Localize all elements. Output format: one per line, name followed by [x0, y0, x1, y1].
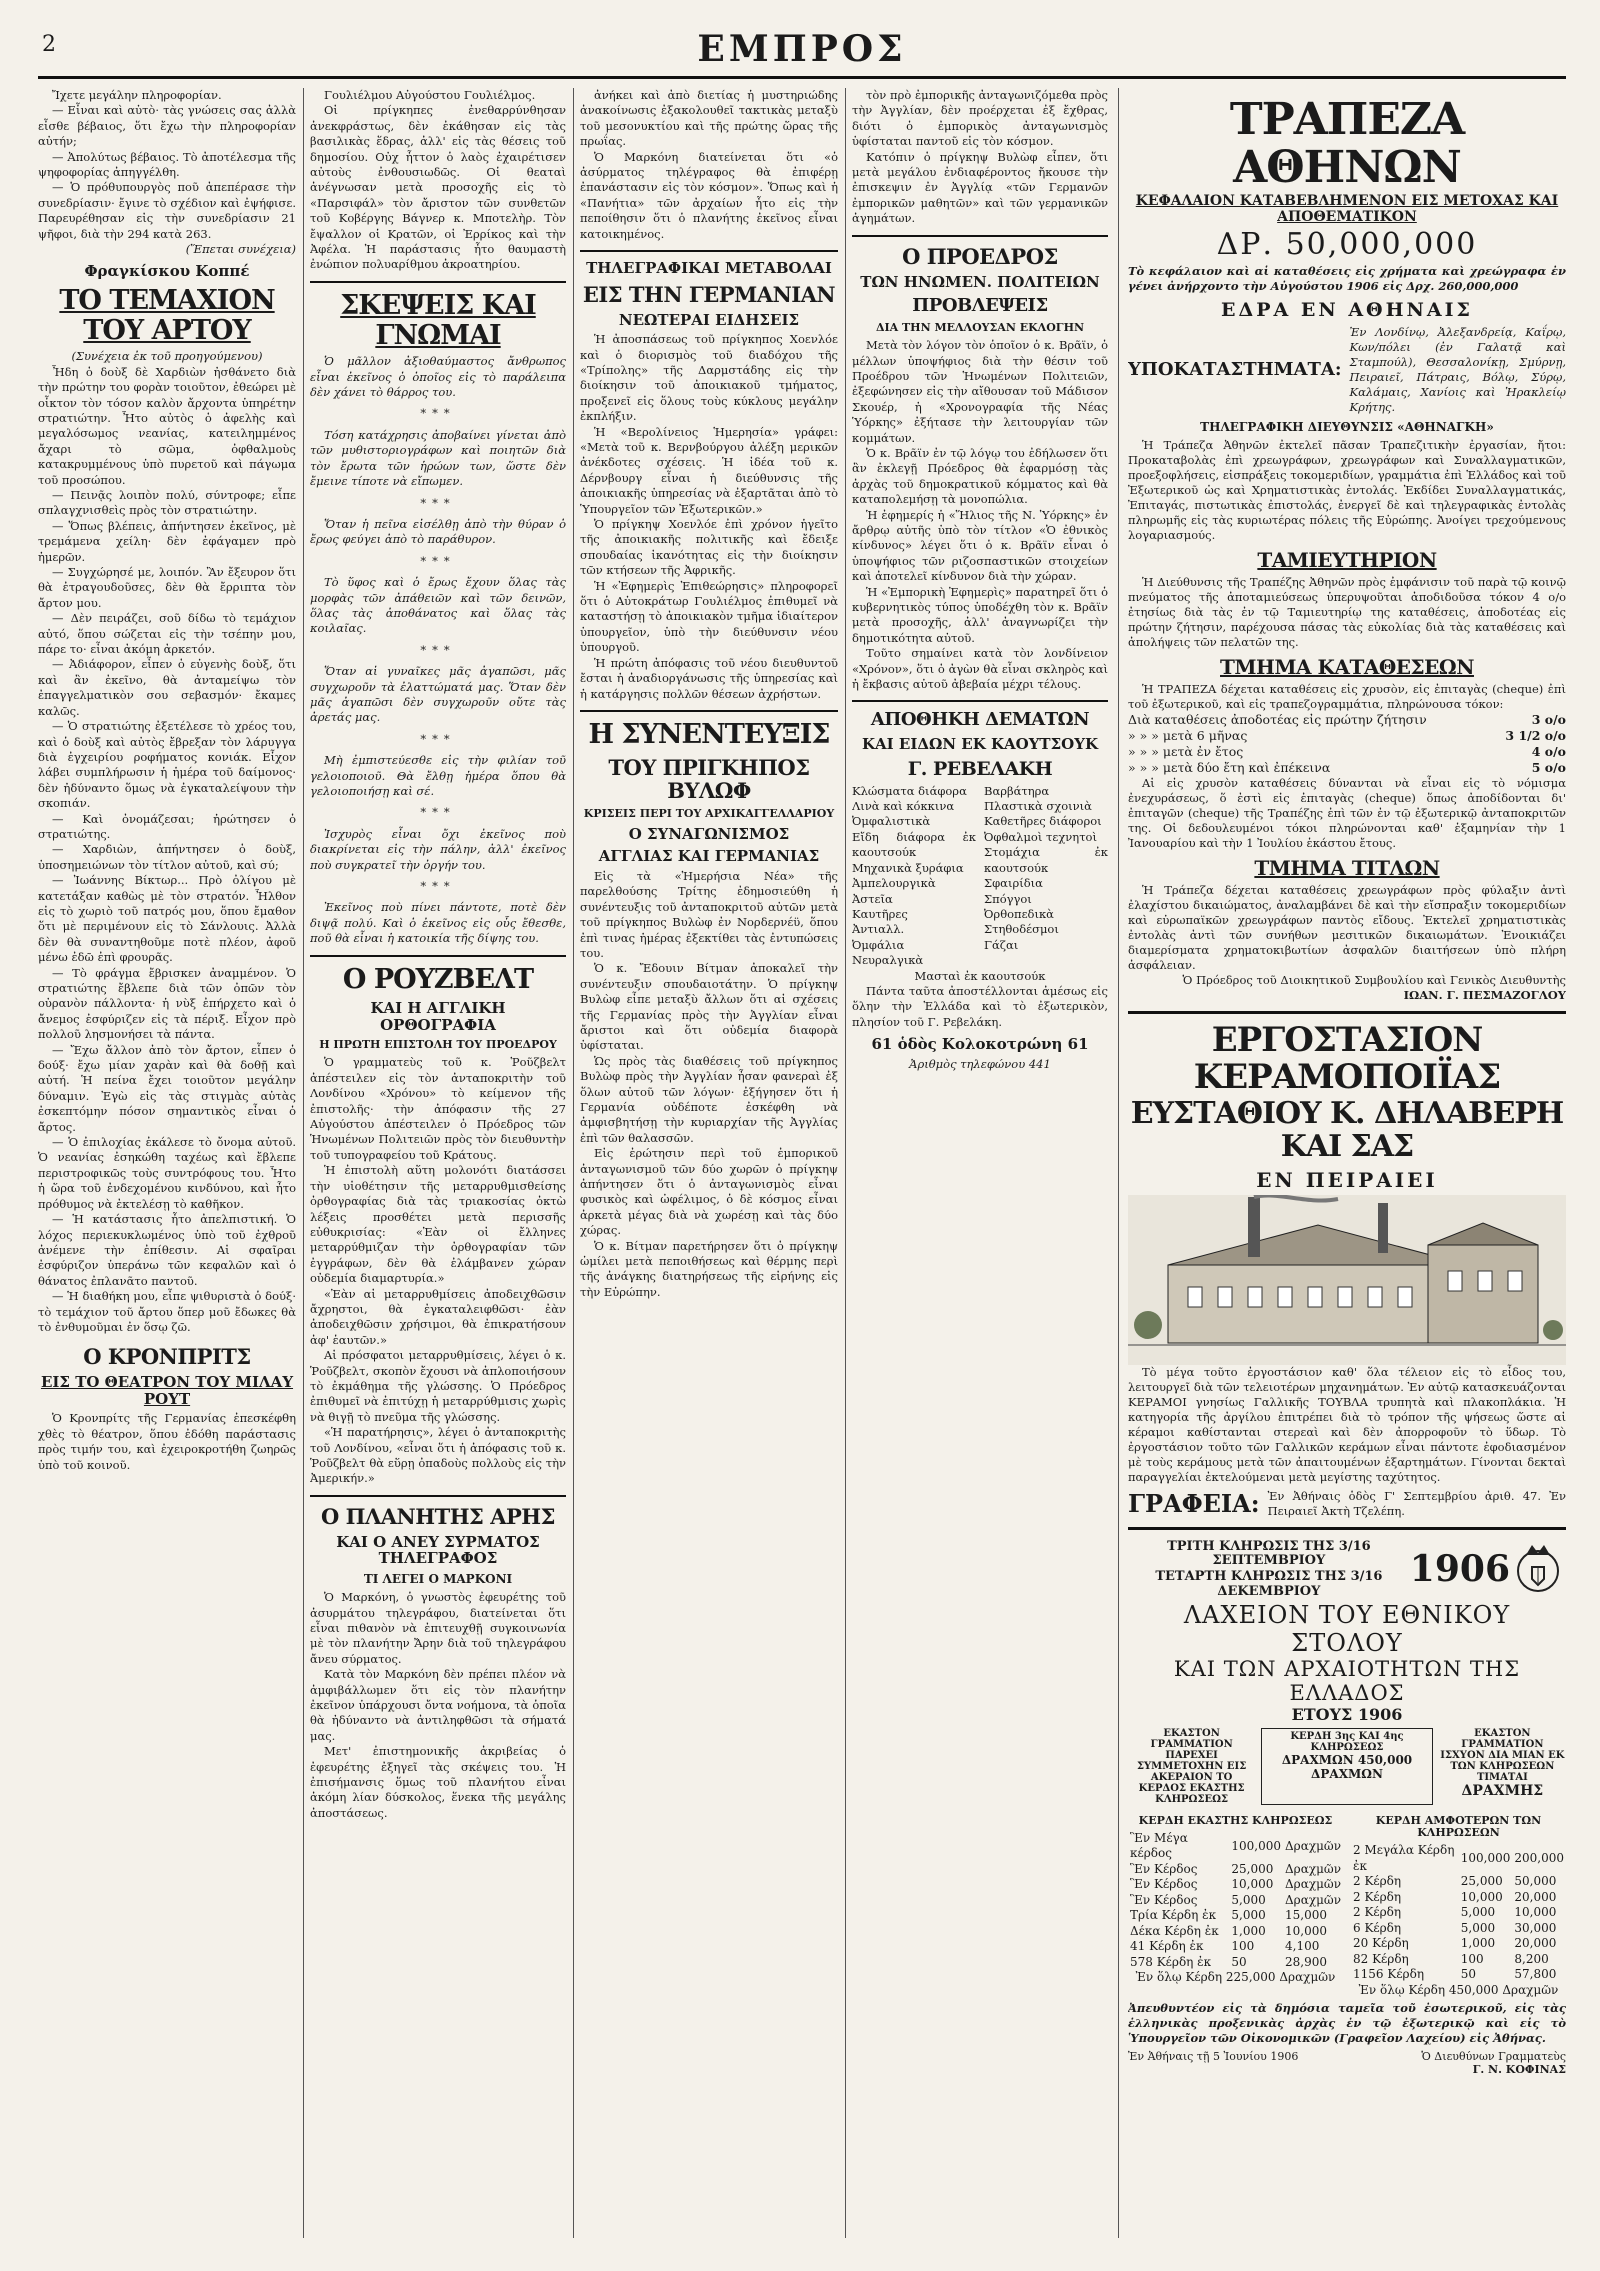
rate-row — [1128, 728, 1566, 744]
prize-amount: 100 — [1460, 1951, 1484, 1966]
paragraph: — Ἡ διαθήκη μου, εἶπε ψιθυριστὰ ὁ δούξ· τὸ τεμάχιον τοῦ ἄρτου ὅπερ μοῦ ἔδωκες θὰ τὸ ἐνθυμοῦμαι ἐν ὅσῳ ζῶ. — [38, 1289, 296, 1334]
paragraph: Ἡ ΤΡΑΠΕΖΑ δέχεται καταθέσεις εἰς χρυσὸν, εἰς ἐπιταγὰς (cheque) ἐπὶ τοῦ ἐξωτερικοῦ, καὶ εἰς τραπεζογραμμάτια, πληρώνουσα τόκον: — [1128, 681, 1566, 711]
paragraph: Μετὰ τὸν λόγον τὸν ὁποῖον ὁ κ. Βρᾶϊν, ὁ μέλλων ὑποψήφιος διὰ τὴν θέσιν τοῦ Προέδρου τῶν Ἡνωμένων Πολιτειῶν, ἐξεφώνησεν εἰς τὴν αἴθουσαν τοῦ Μάδισον Σκουέρ, ἡ «Χρονογραφία τῆς Νέας Ὑόρκης» ἐξήτασε τὴν λειτουργίαν τῶν κομμάτων. — [852, 338, 1108, 445]
paragraph: — Τὸ φράγμα ἔβρισκεν ἀναμμένον. Ὁ στρατιώτης ἔβλεπε διὰ τῶν ὀπῶν τὸν οὐρανὸν πάλλοντα· ἡ νὺξ ἐπήρχετο καὶ ὁ ἄνεμος ἐσφύριζεν εἰς τὰ πέριξ. Εἶχον πρὸ πολλοῦ λησμονήσει τὰ πάντα. — [38, 965, 296, 1042]
branches-label: ΥΠΟΚΑΤΑΣΤΗΜΑΤΑ: — [1128, 359, 1342, 381]
separator-stars: *** — [420, 553, 456, 568]
article-subtitle: Η ΠΡΩΤΗ ΕΠΙΣΤΟΛΗ ΤΟΥ ΠΡΟΕΔΡΟΥ — [319, 1038, 557, 1052]
list-item: Κλώσματα διάφορα — [852, 783, 967, 798]
lottery-year: 1906 — [1409, 1548, 1510, 1591]
prize-table-title: ΚΕΡΔΗ ΕΚΑΣΤΗΣ ΚΛΗΡΩΣΕΩΣ — [1138, 1813, 1333, 1827]
divider — [1128, 1527, 1566, 1530]
branches-list: Ἐν Λονδίνῳ, Ἀλεξανδρείᾳ, Καΐρῳ, Κων/πόλει (ἐν Γαλατᾷ καὶ Σταμπούλ), Θεσσαλονίκῃ, Σμύρνῃ, Πειραιεῖ, Πάτραις, Βόλῳ, Σύρῳ, Καλάμαις, Χανίοις καὶ Ἡρακλείῳ Κρήτης. — [1349, 324, 1566, 414]
rate-value: 3 1/2 ο/ο — [1505, 727, 1566, 743]
list-item: Σφαιρίδια — [984, 876, 1043, 891]
prize-total-cell: 8,200 — [1514, 1951, 1549, 1966]
paragraph: Ἡ ἐφημερίς ἡ «Ἥλιος τῆς Ν. Ὑόρκης» ἐν ἄρθρῳ αὐτῆς ὑπὸ τὸν τίτλον «Ὁ ἐθνικὸς κίνδυνος» λέγει ὅτι ὁ κ. Βρᾶϊν εἶναι ὁ ὑποψήφιος τῶν ριζοσπαστικῶν στοιχείων καὶ ἀποτελεῖ κίνδυνον διὰ τὴν χώραν. — [852, 507, 1108, 584]
paragraph: Ἴχετε μεγάλην πληροφορίαν. — [52, 88, 222, 102]
rate-row — [1128, 760, 1566, 776]
article-title: Ο ΚΡΟΝΠΡΙΤΣ — [83, 1344, 251, 1370]
aphorism: Ἰσχυρὸς εἶναι ὄχι ἐκεῖνος ποὺ διακρίνεται εἰς τὴν πάλην, ἀλλ' ἐκεῖνος ποὺ συγκρατεῖ τὴν ὀργήν του. — [310, 826, 566, 872]
list-item: Λινὰ καὶ κόκκινα — [852, 799, 955, 814]
column-1 — [38, 88, 296, 2238]
article-subtitle: ΑΓΓΛΙΑΣ ΚΑΙ ΓΕΡΜΑΝΙΑΣ — [598, 847, 820, 866]
draw-date: ΤΕΤΑΡΤΗ ΚΛΗΡΩΣΙΣ ΤΗΣ 3/16 ΔΕΚΕΜΒΡΙΟΥ — [1155, 1569, 1383, 1599]
rate-row — [1128, 744, 1566, 760]
prize-amount: 100,000 — [1460, 1850, 1511, 1865]
titles-title: ΤΜΗΜΑ ΤΙΤΛΩΝ — [1254, 855, 1440, 880]
draw-date: ΤΡΙΤΗ ΚΛΗΡΩΣΙΣ ΤΗΣ 3/16 ΣΕΠΤΕΜΒΡΙΟΥ — [1167, 1538, 1371, 1568]
prize-amount: 50 — [1231, 1954, 1247, 1969]
rate-row — [1128, 712, 1566, 728]
rate-value: 5 ο/ο — [1531, 759, 1566, 775]
rate-value: 4 ο/ο — [1531, 743, 1566, 759]
paragraph: Ὁ κ. Ἔδουιν Βίτμαν ἀποκαλεῖ τὴν συνέντευξιν σπουδαιοτάτην. Ὁ πρίγκηψ Βυλὼφ εἶπε μεταξὺ ἄλλων ὅτι αἱ σχέσεις τῆς Γερμανίας πρὸς τὴν Ἀγγλίαν εἶναι ἄριστοι καὶ ὅτι οὐδεμία διαφορὰ ὑφίσταται. — [580, 961, 838, 1053]
prize-label: 82 Κέρδη — [1353, 1951, 1409, 1966]
prize-label: 1156 Κέρδη — [1353, 1967, 1425, 1982]
table-row — [1128, 1877, 1343, 1893]
paragraph: — Δὲν πειράζει, σοῦ δίδω τὸ τεμάχιον αὐτό, ὅπου σώζεται εἰς τὴν τσέπην μου, πάρε το· εἶναι ἀκόμη ἀρκετόν. — [38, 611, 296, 657]
bank-subtitle: ΚΕΦΑΛΑΙΟΝ ΚΑΤΑΒΕΒΛΗΜΕΝΟΝ ΕΙΣ ΜΕΤΟΧΑΣ ΚΑΙ ΑΠΟΘΕΜΑΤΙΚΟΝ — [1135, 192, 1559, 225]
article-title: Ο ΠΛΑΝΗΤΗΣ ΑΡΗΣ — [321, 1503, 555, 1529]
aphorism: Ὅταν αἱ γυναῖκες μᾶς ἀγαπῶσι, μᾶς συγχωροῦν τὰ ἐλαττώματά μας. Ὅταν δὲν μᾶς ἀγαπῶσι δὲν συγχωροῦν οὔτε τὰς ἀρετάς μας. — [310, 664, 566, 725]
column-rule — [303, 88, 304, 2238]
column-rule — [573, 88, 574, 2238]
prize-unit: 4,100 — [1285, 1939, 1320, 1954]
author-name: Φραγκίσκου Κοππέ — [84, 262, 250, 281]
rate-label: » » » μετὰ ἐν ἔτος — [1128, 743, 1244, 759]
prize-total-cell: 10,000 — [1514, 1905, 1557, 1920]
prize-label: Ἓν Μέγα κέρδος — [1130, 1830, 1188, 1861]
paragraph: — Ὁ ἐπιλοχίας ἐκάλεσε τὸ ὄνομα αὐτοῦ. Ὁ νεανίας ἐσηκώθη ταχέως καὶ ἔβλεπε περιστροφικῶς τοὺς συντρόφους του. Ἦτο ἡ ὥρα τοῦ ἐνδεχομένου κινδύνου, καὶ ἦτο πρόθυμος νὰ ἐκτελέσῃ τὸ καθῆκον. — [38, 1135, 296, 1211]
prize-label: Δέκα Κέρδη ἐκ — [1130, 1923, 1219, 1938]
paragraph: Ἡ πρώτη ἀπόφασις τοῦ νέου διευθυντοῦ ἔσται ἡ ἀναδιοργάνωσις τῆς ὑπηρεσίας καὶ ἡ κατάργησις πολλῶν θέσεων ἀχρήστων. — [580, 655, 838, 701]
rate-label: Διὰ καταθέσεις ἀποδοτέας εἰς πρώτην ζήτησιν — [1128, 711, 1427, 727]
aphorism: Τὸ ὕφος καὶ ὁ ἔρως ἔχουν ὅλας τὰς μορφὰς τῶν ἀπάθειῶν καὶ τῶν δεινῶν, ὅλας τὰς ἀποθάνατος καὶ ὅλας τὰς κοιλαῖας. — [310, 575, 566, 636]
list-item: Ἀμπελουργικὰ — [852, 876, 936, 891]
list-item: Γάζαι — [984, 937, 1019, 952]
lottery-signature: Ὁ Διευθύνων Γραμματεὺς — [1421, 2049, 1566, 2063]
table-row — [1351, 1967, 1566, 1983]
lottery-year-line: ΕΤΟΥΣ 1906 — [1291, 1704, 1403, 1724]
bank-signer: ΙΩΑΝ. Γ. ΠΕΣΜΑΖΟΓΛΟΥ — [1403, 987, 1566, 1002]
separator-stars: *** — [420, 879, 456, 894]
prize-total-cell: 30,000 — [1514, 1920, 1557, 1935]
list-item: Νευραλγικὰ — [852, 953, 924, 968]
paragraph: «Ἡ παρατήρησις», λέγει ὁ ἀνταποκριτὴς τοῦ Λονδίνου, «εἶναι ὅτι ἡ ἀπόφασις τοῦ κ. Ῥοῦζβελτ θὰ εὕρῃ ὀπαδοὺς πολλοὺς εἰς τὴν Ἀμερικήν.» — [310, 1425, 566, 1486]
prize-amount: 10,000 — [1460, 1889, 1503, 1904]
ad-address: 61 ὁδὸς Κολοκοτρώνη 61 — [871, 1035, 1089, 1054]
page-number: 2 — [42, 32, 56, 57]
paragraph: Ὁ γραμματεὺς τοῦ κ. Ῥοῦζβελτ ἀπέστειλεν εἰς τὸν ἀνταποκριτὴν τοῦ Λονδίνου «Χρόνου» τὸ κείμενον τῆς ἐπιστολῆς· τὴν ἀπόφασιν τῆς 27 Αὐγούστου ἀπέστειλεν ὁ Πρόεδρος τῶν Ἡνωμένων Πολιτειῶν πρὸς τὸν διευθυντὴν τοῦ τυπογραφείου τοῦ Κράτους. — [310, 1055, 566, 1162]
paragraph: — Ὁ πρόθυπουργὸς ποῦ ἀπεπέρασε τὴν συνεδρίασιν· ἔγινε τὸ σχέδιον καὶ ἐψήφισε. Παρευρέθησαν εἰς τὴν συνεδρίασιν 21 ψῆφοι, διὰ τὴν 294 κατὰ 263. — [38, 180, 296, 241]
paragraph: Ἦδη ὁ δοὺξ δὲ Χαρδιὼν ἠσθάνετο διὰ τὴν πρώτην του φορὰν τοιοῦτον, ἐθεώρει μὲ οἶκτον τὸν τόσον καλὸν ἄρχοντα ὑπηρέτην στρατιώτην. Ἦτο αὐτὸς ὁ ἀφελὴς καὶ μεγαλόσωμος νεανίας, κατειλημμένος ἄχαρι τὸ σῶμα, ὀφθαλμοὺς κατακρυμμένους ὑπὸ πυρετοῦ καὶ πάγωμα τοῦ προσώπου. — [38, 364, 296, 487]
bank-ad — [1128, 96, 1566, 1003]
prize-label: 41 Κέρδη ἐκ — [1130, 1939, 1204, 1954]
prize-label: 578 Κέρδη ἐκ — [1130, 1954, 1212, 1969]
lottery-amount: ΔΡΑΧΜΩΝ 450,000 ΔΡΑΧΜΩΝ — [1281, 1752, 1413, 1781]
article-title: ΕΙΣ ΤΗΝ ΓΕΡΜΑΝΙΑΝ — [582, 281, 836, 307]
ad-note: Μασταὶ ἐκ καουτσούκ — [914, 968, 1046, 983]
factory-location: ΕΝ ΠΕΙΡΑΙΕΙ — [1256, 1167, 1438, 1192]
article-subtitle: ΚΑΙ Η ΑΓΓΛΙΚΗ ΟΡΘΟΓΡΑΦΙΑ — [370, 999, 506, 1034]
paragraph: — Εἶναι καὶ αὐτὸ· τὰς γνώσεις σας ἀλλὰ εἶσθε βέβαιος, ὅτι ἔχω τὴν πληροφορίαν αὐτήν; — [38, 103, 296, 149]
table-row — [1351, 1952, 1566, 1968]
lottery-date: Ἐν Ἀθήναις τῇ 5 Ἰουνίου 1906 — [1128, 2049, 1299, 2063]
paragraph: — Ἔχω ἄλλον ἀπὸ τὸν ἄρτον, εἶπεν ὁ δούξ· ἔχω μίαν χαρὰν καὶ θὰ δοθῇ καὶ αὐτή. Ἡ πείνα ἔχει τοιοῦτον μεγάλην δύναμιν. Ἐγὼ εἰς τὰς στιγμὰς αὐτὰς ἐσκεπτόμην πόσον σημαντικὸς εἶναι ὁ ἄρτος. — [38, 1042, 296, 1134]
prize-amount: 25,000 — [1460, 1874, 1503, 1889]
paragraph: Ἡ «Ἐφημερὶς Ἐπιθεώρησις» πληροφορεῖ ὅτι ὁ Αὐτοκράτωρ Γουλιέλμος ἐπιθυμεῖ νὰ καταστήσῃ τὸ ἀποικιακὸν τμῆμα ἰδιαίτερον ὑπουργεῖον, ὑπὸ τὴν διεύθυνσιν νέου ὑπουργοῦ. — [580, 578, 838, 655]
paragraph: — Ἡ κατάστασις ἦτο ἀπελπιστική. Ὁ λόχος περιεκυκλωμένος ὑπὸ τοῦ ἐχθροῦ ἀνέμενε τὴν ἐπίθεσιν. Αἱ σφαῖραι ἐσφύριζον ὑπεράνω τῶν κεφαλῶν καὶ ὁ θάνατος ἐπλανᾶτο παντοῦ. — [38, 1212, 296, 1288]
lottery-signer: Γ. Ν. ΚΟΦΙΝΑΣ — [1472, 2062, 1566, 2076]
paragraph: Μετ' ἐπιστημονικῆς ἀκριβείας ὁ ἐφευρέτης ἐξηγεῖ τὰς σκέψεις του. Ἡ ἐπισήμανσις ὅμως τοῦ πλανήτου εἶναι ἀκόμη λίαν δύσκολος, ἕνεκα τῆς μεγάλης ἀποστάσεως. — [310, 1744, 566, 1820]
list-item: Στομάχια ἐκ καουτσούκ — [984, 845, 1108, 875]
table-row — [1351, 1905, 1566, 1921]
paragraph: ἀνήκει καὶ ἀπὸ διετίας ἡ μυστηριώδης ἀνακοίνωσις ἐξακολουθεῖ τακτικὰς μεταξὺ τοῦ μεσονυκτίου καὶ τῆς πρώτης ὥρας τῆς πρωΐας. — [580, 88, 838, 149]
separator-stars: *** — [420, 642, 456, 657]
prize-amount: 5,000 — [1231, 1892, 1266, 1907]
prize-label: 2 Μεγάλα Κέρδη ἐκ — [1353, 1843, 1455, 1873]
paragraph: Εἰς τὰ «Ἡμερήσια Νέα» τῆς παρελθούσης Τρίτης ἐδημοσιεύθη ἡ συνέντευξις τοῦ ἀνταποκριτοῦ αὐτῶν μετὰ τοῦ πρίγκηπος Βυλὼφ ἐν Νορδερνέϋ, ὅπου ἐπὶ τινας ἡμέρας ἐξεκτίθει τὰς ἐντυπώσεις του. — [580, 868, 838, 960]
article-subtitle: ΝΕΩΤΕΡΑΙ ΕΙΔΗΣΕΙΣ — [618, 310, 800, 329]
separator-stars: *** — [420, 805, 456, 820]
prize-amount: 25,000 — [1231, 1861, 1274, 1876]
paragraph: Εἰς ἐρώτησιν περὶ τοῦ ἐμπορικοῦ ἀνταγωνισμοῦ τῶν δύο χωρῶν ὁ πρίγκηψ ἀπήντησεν ὅτι ὁ ἀνταγωνισμὸς εἶναι φυσικὸς καὶ ὠφέλιμος, ὁ δὲ κόσμος εἶναι ἀρκετὰ μέγας διὰ νὰ χωρέσῃ καὶ τὰς δύο χώρας. — [580, 1146, 838, 1238]
paragraph: Οἱ πρίγκηπες ἐνεθαρρύνθησαν ἀνεκφράστως, δὲν ἐκάθησαν εἰς τὰς βασιλικὰς ἕδρας, ἀλλ' εἰς τὰς θέσεις τοῦ δημοσίου. Οὐχ ἧττον ὁ λαὸς ἐχαιρέτισεν αὐτοὺς ἐνθουσιωδῶς. Οἱ θεαταὶ ἀνέγνωσαν μετὰ προσοχῆς εἰς τὸ «Παρσιφάλ» τὸν ἄριστον τῶν συνθετῶν τοῦ Κοβέργης Βάγνερ κ. Μποτελὴρ. Τὸν ἔψαλλον οἱ Κρατῶν, οἱ Ἐρρίκος καὶ τὴν Ἀφέλα. Ἡ παράστασις ἦτο θαυμαστὴ ἐνώπιον πολυαρίθμου ἀκροατηρίου. — [310, 103, 566, 272]
lottery-price: ΔΡΑΧΜΗΣ — [1461, 1782, 1544, 1799]
offices-address: Ἐν Ἀθήναις ὁδὸς Γ' Σεπτεμβρίου ἀριθ. 47. Ἐν Πειραιεῖ Ἀκτὴ Τζελέπη. — [1267, 1488, 1566, 1518]
bank-signature: Ὁ Πρόεδρος τοῦ Διοικητικοῦ Συμβουλίου καὶ Γενικὸς Διευθυντὴς — [1182, 972, 1566, 987]
lottery-notes — [1128, 1728, 1566, 1805]
paragraph: Ὡς πρὸς τὰς διαθέσεις τοῦ πρίγκηπος Βυλὼφ πρὸς τὴν Ἀγγλίαν ἦσαν φανεραὶ ἐξ ὅλων αὐτοῦ τῶν λόγων· ἐξήγησεν ὅτι ἡ Γερμανία οὐδέποτε ἐσκέφθη νὰ ἀμφισβητήσῃ τὴν κυριαρχίαν τῆς Ἀγγλίας ἐπὶ τῶν θαλασσῶν. — [580, 1053, 838, 1145]
prize-tables — [1128, 1809, 1566, 1997]
prize-unit: Δραχμῶν — [1285, 1877, 1341, 1892]
story-subtitle: (Συνέχεια ἐκ τοῦ προηγούμενου) — [71, 349, 263, 364]
paragraph: Ὁ Μαρκόνη διατείνεται ὅτι «ὁ ἀσύρματος τηλέγραφος θὰ ἐπιφέρῃ ἐπανάστασιν εἰς τὸν κόσμον». Ὅπως καὶ ἡ «Πανήτια» τῶν ἀρχαίων ἦτο εἰς τὴν πεποίθησιν ὅτι ὁ πλανήτης ἐκεῖνος εἶναι κατοικημένος. — [580, 149, 838, 241]
article-subtitle: Ο ΣΥΝΑΓΩΝΙΣΜΟΣ — [628, 824, 790, 843]
table-row — [1128, 1955, 1343, 1971]
prize-label: Ἓν Κέρδος — [1130, 1877, 1198, 1892]
paragraph: — Πεινᾷς λοιπὸν πολύ, σύντροφε; εἶπε σπλαγχνισθεὶς πρὸς τὸν στρατιώτην. — [38, 488, 296, 518]
table-row — [1128, 1924, 1343, 1940]
prize-total-cell: 50,000 — [1514, 1874, 1557, 1889]
paragraph: Ἡ «Ἐμπορικὴ Ἐφημερὶς» παρατηρεῖ ὅτι ὁ κυβερνητικὸς τύπος ὑποδέχθη τὸν κ. Βρᾶϊν μετὰ προσοχῆς, ἀλλ' ἀναγνωρίζει τὴν δημοτικότητα αὐτοῦ. — [852, 584, 1108, 645]
table-row — [1351, 1874, 1566, 1890]
table-row — [1128, 1831, 1343, 1862]
column-rule — [845, 88, 846, 2238]
separator-stars: *** — [420, 495, 456, 510]
prize-amount: 5,000 — [1460, 1905, 1496, 1920]
list-item: Καυτῆρες — [852, 906, 908, 921]
list-item: Στηθοδέσμοι — [984, 922, 1059, 937]
factory-offices — [1128, 1489, 1566, 1519]
offices-label: ΓΡΑΦΕΙΑ: — [1128, 1489, 1260, 1519]
prize-amount: 10,000 — [1231, 1877, 1274, 1892]
article-subtitle: ΤΙ ΛΕΓΕΙ Ο ΜΑΡΚΟΝΙ — [363, 1571, 513, 1586]
factory-owner: ΕΥΣΤΑΘΙΟΥ Κ. ΔΗΛΑΒΕΡΗ ΚΑΙ ΣΑΣ — [1130, 1095, 1564, 1164]
divider — [310, 1495, 566, 1497]
article-title: Ο ΠΡΟΕΔΡΟΣ — [902, 243, 1058, 269]
separator-stars: *** — [420, 406, 456, 421]
divider — [1128, 1011, 1566, 1014]
list-item: Ὀμφάλια — [852, 937, 905, 952]
list-item: Ἀντιαλλ. — [852, 922, 905, 937]
rate-value: 3 ο/ο — [1531, 711, 1566, 727]
prize-table-title: ΚΕΡΔΗ ΑΜΦΟΤΕΡΩΝ ΤΩΝ ΚΛΗΡΩΣΕΩΝ — [1375, 1813, 1542, 1839]
paragraph: Τὸ μέγα τοῦτο ἐργοστάσιον καθ' ὅλα τέλειον εἰς τὸ εἶδος του, λειτουργεῖ διὰ τῶν τελειοτέρων μηχανημάτων. Ἐν αὐτῷ κατασκευάζονται ΚΕΡΑΜΟΙ γνησίως Γαλλικῆς ΤΟΥΒΛΑ τρυπητὰ καὶ πλακοπλάκια. Ἡ κατηγορία τῆς ἀργίλου ἐπιτρέπει διὰ τὸ τρόπον τῆς ψήσεως ὥστε αἱ κέραμοι καθίστανται στερεαὶ καὶ δὲν ἀπορροφοῦν τὸ ὕδωρ. Τὸ ἐργοστάσιον τοῦτο τῶν Γαλλικῶν κεράμων εἶναι πάντοτε ἐφοδιασμένον μὲ τοὺς κεράμους μετὰ τῶν ἀπαιτουμένων ἐξαρτημάτων. Γίνονται δεκταὶ παραγγελίαι ἐκτελούμεναι μετὰ μεγίστης ταχύτητος. — [1128, 1364, 1566, 1484]
lottery-note: ΕΚΑΣΤΟΝ ΓΡΑΜΜΑΤΙΟΝ ΠΑΡΕΧΕΙ ΣΥΜΜΕΤΟΧΗΝ ΕΙΣ ΑΚΕΡΑΙΟΝ ΤΟ ΚΕΡΔΟΣ ΕΚΑΣΤΗΣ ΚΛΗΡΩΣΕΩΣ — [1136, 1727, 1247, 1805]
prize-label: 6 Κέρδη — [1353, 1920, 1402, 1935]
aphorism: Τόση κατάχρησις ἀποβαίνει γίνεται ἀπὸ τῶν μυθιστοριογράφων καὶ ποιητῶν διὰ τὸν ἔρωτα τῶν ἡρώων των, ὥστε δὲν ἔμεινε τίποτε νὰ εἴπωμεν. — [310, 427, 566, 489]
paragraph: Γουλιέλμου Αὐγούστου Γουλιέλμος. — [324, 88, 536, 102]
prize-total-cell: 200,000 — [1514, 1850, 1564, 1865]
table-row — [1128, 1939, 1343, 1955]
paragraph: Αἱ εἰς χρυσὸν καταθέσεις δύνανται νὰ εἶναι εἰς τὸ νόμισμα ἐνεχυράσεως, ὅ ἐστὶ εἰς ἐπιταγὰς (cheque) ὅπως ἀποδίδονται δι' ἐπιταγῶν (cheque) τῆς Τραπέζης ἐπὶ τῶν ἐν τῷ ἐξωτερικῷ ἀνταποκριτῶν της. Οἱ δεδουλευμένοι τόκοι πληρώνονται καθ' ἑξαμηνίαν τὴν 1 Ἰανουαρίου καὶ τὴν 1 Ἰουλίου ἑκάστου ἔτους. — [1128, 775, 1566, 850]
paragraph: Ὁ Μαρκόνη, ὁ γνωστὸς ἐφευρέτης τοῦ ἀσυρμάτου τηλεγράφου, διατείνεται ὅτι εἶναι πιθανὸν νὰ ἐπιτευχθῇ συγκοινωνία μὲ τὸν πλανήτην Ἄρην διὰ τοῦ τηλεγράφου ἄνευ σύρματος. — [310, 1590, 566, 1666]
paragraph: Κατόπιν ὁ πρίγκηψ Βυλὼφ εἶπεν, ὅτι μετὰ μεγάλου ἐνδιαφέροντος ἤκουσε τὴν ἐπισκεψιν ἐν Ἀγγλίᾳ «τῶν Γερμανῶν ἐμπορικῶν μαθητῶν» καὶ τῶν γερμανικῶν ἀγημάτων. — [852, 149, 1108, 226]
list-item: Βαρβάτηρα — [984, 783, 1050, 798]
prize-amount: 100 — [1231, 1939, 1255, 1954]
rate-label: » » » μετὰ 6 μῆνας — [1128, 727, 1248, 743]
section-title: ΣΚΕΨΕΙΣ ΚΑΙ ΓΝΩΜΑΙ — [340, 289, 536, 351]
rate-label: » » » μετὰ δύο ἔτη καὶ ἐπέκεινα — [1128, 759, 1331, 775]
newspaper-page — [38, 28, 1566, 2243]
ad-owner: Γ. ΡΕΒΕΛΑΚΗ — [907, 757, 1053, 780]
article-title: ΤΗΛΕΓΡΑΦΙΚΑΙ ΜΕΤΑΒΟΛΑΙ — [586, 259, 832, 278]
article-subtitle: ΚΑΙ Ο ΑΝΕΥ ΣΥΡΜΑΤΟΣ ΤΗΛΕΓΡΑΦΟΣ — [336, 1532, 540, 1568]
list-item: Εἴδη διάφορα ἐκ καουτσούκ — [852, 829, 976, 860]
newspaper-title: ΕΜΠΡΟΣ — [697, 28, 907, 70]
aphorism: Ἐκεῖνος ποὺ πίνει πάντοτε, ποτὲ δὲν διψᾷ πολύ. Καὶ ὁ ἐκεῖνος εἰς οὗς ἔθεσθε, ποῦ θὰ εἶναι ἡ κατοικία τῆς δίψης του. — [310, 900, 566, 946]
prize-amount: 50 — [1460, 1967, 1477, 1982]
masthead — [38, 28, 1566, 79]
lottery-note: ΕΚΑΣΤΟΝ ΓΡΑΜΜΑΤΙΟΝ ΙΣΧΥΟΝ ΔΙΑ ΜΙΑΝ ΕΚ ΤΩΝ ΚΛΗΡΩΣΕΩΝ ΤΙΜΑΤΑΙ — [1440, 1727, 1565, 1783]
divider — [852, 700, 1108, 702]
table-row — [1351, 1890, 1566, 1906]
list-item: Σπόγγοι — [984, 891, 1032, 906]
prize-total-cell: 20,000 — [1514, 1889, 1557, 1904]
column-4 — [852, 88, 1108, 2238]
paragraph: «Ἐὰν αἱ μεταρρυθμίσεις ἀποδειχθῶσιν ἄχρηστοι, θὰ ἐγκαταλειφθῶσι· ἐὰν ἀποδειχθῶσιν χρήσιμοι, θὰ ἐπικρατήσουν ἀφ' ἑαυτῶν.» — [310, 1286, 566, 1347]
bank-name: ΤΡΑΠΕΖΑ ΑΘΗΝΩΝ — [1229, 94, 1465, 194]
paragraph: Ἡ ἀποσπάσεως τοῦ πρίγκηπος Χοενλόε καὶ ὁ διορισμὸς τοῦ διαδόχου τῆς «Τρίπολης» τῆς Δαρμστάδης εἰς τὴν διοίκησιν τοῦ ἀποικιακοῦ τμήματος, προξενεῖ εἰς ὅλους τοὺς κύκλους μεγάλην ἐκπλήξιν. — [580, 332, 838, 424]
ad-item-list — [852, 784, 1108, 969]
paragraph: — Ἀδιάφορον, εἶπεν ὁ εὐγενὴς δοὺξ, ὅτι καὶ ἂν ἐκεῖνο, θὰ ἀνταμείψω τὸν ἐπαγγελματικὸν σου σεβασμόν· ἔκαμες καλῶς. — [38, 657, 296, 718]
prize-amount: 5,000 — [1460, 1920, 1496, 1935]
paragraph: Ἡ ἐπιστολὴ αὕτη μολονότι διατάσσει τὴν υἱοθέτησιν τῆς μεταρρυθμισθείσης ὀρθογραφίας διὰ τὰς τριακοσίας ὀκτὼ λέξεις προσθέτει μετὰ περισσῆς εὐθυκρισίας: «Ἐὰν οἱ ἔλληνες μεταρρύθμιζαν τὴν ὀρθογραφίαν τῶν ἐγγράφων, δὲν θὰ ἐλάμβανεν χώραν οὐδεμία διαμαρτυρία.» — [310, 1163, 566, 1286]
article-title: ΤΩΝ ΗΝΩΜΕΝ. ΠΟΛΙΤΕΙΩΝ — [860, 272, 1100, 291]
prize-table — [1128, 1831, 1343, 1971]
prize-unit: Δραχμῶν — [1285, 1838, 1341, 1853]
prize-amount: 1,000 — [1231, 1923, 1266, 1938]
prize-total: Ἐν ὅλῳ Κέρδη 225,000 Δραχμῶν — [1135, 1970, 1336, 1985]
ad-subtitle: ΚΑΙ ΕΙΔΩΝ ΕΚ ΚΑΟΥΤΣΟΥΚ — [861, 735, 1098, 754]
factory-title: ΕΡΓΟΣΤΑΣΙΟΝ ΚΕΡΑΜΟΠΟΙΪΑΣ — [1193, 1019, 1501, 1098]
divider — [580, 710, 838, 712]
factory-illustration — [1128, 1195, 1566, 1365]
aphorism: Ὁ μᾶλλον ἀξιοθαύμαστος ἄνθρωπος εἶναι ἐκεῖνος ὁ ὁποῖος εἰς τὸ παράλειπα δὲν χάνει τὸ θάρρος του. — [310, 354, 566, 400]
factory-ad — [1128, 1019, 1566, 1519]
list-item: Μηχανικὰ ξυράφια — [852, 860, 964, 875]
article-title: ΤΟΥ ΠΡΙΓΚΗΠΟΣ ΒΥΛΩΦ — [608, 754, 810, 803]
prize-label: Ἓν Κέρδος — [1130, 1861, 1198, 1876]
article-subtitle: ΠΡΟΒΛΕΨΕΙΣ — [912, 295, 1048, 317]
list-item: Καθετῆρες διάφοροι — [984, 814, 1102, 829]
paragraph: Ἡ Τράπεζα δέχεται καταθέσεις χρεωγράφων πρὸς φύλαξιν ἀντὶ ἐλαχίστου δικαιώματος, ἀναλαμβάνει δὲ καὶ τὴν εἴσπραξιν τοκομεριδίων καὶ εὐρωπαϊκῶν χρεωγράφων παντὸς εἴδους. Ἐκτελεῖ χρηματιστικὰς ἐντολὰς ἀντὶ τῶν συνήθων μεσιτικῶν δικαιωμάτων. Ἐνοικιάζει διαμερίσματα χρηματοκιβωτίων ἀσφαλῶν διαιτήσεων ὑπὸ πλήρη ἀσφάλειαν. — [1128, 882, 1566, 972]
continuation-note: (Ἕπεται συνέχεια) — [185, 242, 296, 257]
bank-headquarters: ΕΔΡΑ ΕΝ ΑΘΗΝΑΙΣ — [1220, 298, 1473, 321]
paragraph: — Ἰωάννης Βίκτωρ... Πρὸ ὀλίγου μὲ κατετάξαν καθὼς μὲ τὸν στρατόν. Ἦλθον εἰς τὸ χωριὸ τοῦ πατρός μου, ὅπου ἔμαθον ὅτι μὲ περιμένουν εἰς τὸ Σάνλουις. Ἀλλὰ δὲν θὰ συναντηθοῦμε ποτὲ πλέον, ἀφοῦ μένω ἐδῶ ἐπὶ φρουρᾶς. — [38, 873, 296, 965]
column-rule — [1118, 88, 1119, 2238]
paragraph: Ἡ «Βερολίνειος Ἡμερησία» γράφει: «Μετὰ τοῦ κ. Βερνβούργου ἀλέξη μερικῶν ἀνέκδοτες σχέσεις. Ἡ ἰδέα τοῦ κ. Δέρνβουργ εἶναι ἡ διεύθυνσις τῆς ἀποικιακῆς ὑπηρεσίας νὰ ἐξαρτᾶται ἀπὸ τὸ Ὑπουργεῖον τῶν Ἐξωτερικῶν.» — [580, 424, 838, 516]
paragraph: Ὁ πρίγκηψ Χοενλόε ἐπὶ χρόνον ἡγεῖτο τῆς ἀποικιακῆς πολιτικῆς καὶ ἔδειξε σπουδαίας ἱκανότητας εἰς τὴν διοίκησιν τῶν κτήσεων τῆς Ἀφρικῆς. — [580, 517, 838, 578]
prize-unit: Δραχμῶν — [1285, 1861, 1341, 1876]
table-row — [1351, 1936, 1566, 1952]
paragraph: Ὁ κ. Βίτμαν παρετήρησεν ὅτι ὁ πρίγκηψ ὡμίλει μετὰ πεποιθήσεως καὶ θέρμης περὶ τῆς ἀνάγκης διατηρήσεως τῆς εἰρήνης εἰς τὴν Εὐρώπην. — [580, 1238, 838, 1299]
lottery-title: ΛΑΧΕΙΟΝ ΤΟΥ ΕΘΝΙΚΟΥ ΣΤΟΛΟΥ — [1183, 1600, 1511, 1657]
paragraph: — Ὁ στρατιώτης ἐξετέλεσε τὸ χρέος του, καὶ ὁ δοὺξ καὶ αὐτὸς ἔβρεξαν τὸν λάρυγγα διὰ ἐγχειρίου ροφήματος κονιάκ. Εἶχον λάβει συμπλήρωσιν ἡ ἡμέρα τοῦ δαίμονος· δὲν ἠδύναντο ὅμως νὰ ἐγκαταλείψουν τὴν σκοπιάν. — [38, 719, 296, 811]
prize-label: Ἓν Κέρδος — [1130, 1892, 1198, 1907]
bank-capital-note: Τὸ κεφάλαιον καὶ αἱ καταθέσεις εἰς χρήματα καὶ χρεώγραφα ἐν γένει ἀνήρχοντο τὴν Αὐγούστου 1906 εἰς Δρχ. 260,000,000 — [1128, 263, 1566, 293]
table-row — [1128, 1862, 1343, 1878]
prize-table — [1351, 1843, 1566, 1983]
prize-label: 2 Κέρδη — [1353, 1905, 1402, 1920]
article-subtitle: ΚΡΙΣΕΙΣ ΠΕΡΙ ΤΟΥ ΑΡΧΙΚΑΓΓΕΛΛΑΡΙΟΥ — [583, 806, 835, 820]
lottery-footer: Ἀπευθυντέον εἰς τὰ δημόσια ταμεῖα τοῦ ἐσωτερικοῦ, εἰς τὰς ἑλληνικὰς προξενικὰς ἀρχὰς ἐν τῷ ἐξωτερικῷ καὶ εἰς τὸ Ὑπουργεῖον τῶν Οἰκονομικῶν (Γραφεῖον Λαχείου) εἰς Ἀθήνας. — [1128, 2000, 1566, 2045]
lottery-ad — [1128, 1538, 1566, 2076]
prize-total: Ἐν ὅλῳ Κέρδη 450,000 Δραχμῶν — [1358, 1982, 1559, 1997]
paragraph: — Συγχώρησέ με, λοιπόν. Ἂν ἔξευρον ὅτι θὰ ἐτραγουδοῦσες, δὲν θὰ ἔρριπτα τὸν ἄρτον μου. — [38, 565, 296, 610]
paragraph: — Χαρδιὼν, ἀπήντησεν ὁ δοὺξ, ὑποσημειώνων τὸν τίτλον αὐτοῦ, καὶ σύ; — [38, 842, 296, 872]
divider — [852, 235, 1108, 237]
paragraph: Αἱ πρόσφατοι μεταρρυθμίσεις, λέγει ὁ κ. Ῥοῦζβελτ, σκοπὸν ἔχουσι νὰ ἀπλοποιήσουν τὸ ἐκμάθημα τῆς γλώσσης. Ὁ Πρόεδρος ἐπιθυμεῖ νὰ ἐπιτύχῃ ἡ μεταρρύθμισις χωρὶς νὰ θιγῇ τὸ πνεῦμα τῆς γλώσσης. — [310, 1348, 566, 1424]
prize-amount: 1,000 — [1460, 1936, 1496, 1951]
royal-crest-icon — [1510, 1541, 1566, 1597]
article-subtitle: ΕΙΣ ΤΟ ΘΕΑΤΡΟΝ ΤΟΥ ΜΙΛΑΥ ΡΟΥΤ — [40, 1373, 294, 1408]
list-item: Ὀμφαλιστικὰ — [852, 814, 931, 829]
prize-label: 2 Κέρδη — [1353, 1874, 1402, 1889]
paragraph: — Ὅπως βλέπεις, ἀπήντησεν ἐκεῖνος, μὲ τρεμάμενα χείλη· δὲν ἐφάγαμεν πρὸ ἡμερῶν. — [38, 518, 296, 564]
ad-phone: Ἀριθμὸς τηλεφώνου 441 — [909, 1056, 1051, 1071]
paragraph: — Καὶ ὀνομάζεσαι; ἠρώτησεν ὁ στρατιώτης. — [38, 811, 296, 841]
lottery-note: ΚΕΡΔΗ 3ης ΚΑΙ 4ης ΚΛΗΡΩΣΕΩΣ — [1290, 1730, 1404, 1753]
list-item: Πλαστικὰ σχοινιὰ — [984, 799, 1092, 814]
divider — [310, 281, 566, 283]
article-title: Η ΣΥΝΕΝΤΕΥΞΙΣ — [588, 718, 830, 750]
article-subtitle: ΔΙΑ ΤΗΝ ΜΕΛΛΟΥΣΑΝ ΕΚΛΟΓΗΝ — [875, 321, 1085, 335]
story-title: ΤΟ ΤΕΜΑΧΙΟΝ ΤΟΥ ΑΡΤΟΥ — [59, 284, 275, 346]
paragraph: Πάντα ταῦτα ἀποστέλλονται ἀμέσως εἰς ὅλην τὴν Ἑλλάδα καὶ τὸ ἐξωτερικὸν, πλησίον τοῦ Γ. Ρεβελάκη. — [852, 983, 1108, 1029]
list-item: Ἀστεῖα — [852, 891, 893, 906]
divider — [310, 955, 566, 957]
prize-total-cell: 57,800 — [1514, 1967, 1557, 1982]
separator-stars: *** — [420, 731, 456, 746]
list-item: Ὀφθαλμοὶ τεχνητοὶ — [984, 829, 1097, 844]
table-row — [1351, 1843, 1566, 1874]
divider — [580, 250, 838, 252]
advertisement-column — [1128, 88, 1566, 2238]
article-title: Ο ΡΟΥΖΒΕΛΤ — [342, 963, 534, 995]
aphorism: Μὴ ἐμπιστεύεσθε εἰς τὴν φιλίαν τοῦ γελοιοποιοῦ. Θὰ ἔλθῃ ἡμέρα ὅπου θὰ γελοιοποιήσῃ καὶ σέ. — [310, 753, 566, 798]
aphorism: Ὅταν ἡ πεῖνα εἰσέλθῃ ἀπὸ τὴν θύραν ὁ ἔρως φεύγει ἀπὸ τὸ παράθυρον. — [310, 516, 566, 547]
prize-label: 20 Κέρδη — [1353, 1936, 1409, 1951]
paragraph: Ὁ κ. Βρᾶϊν ἐν τῷ λόγῳ του ἐδήλωσεν ὅτι ἂν ἐκλεγῇ Πρόεδρος θὰ ἐφαρμόσῃ τὰς ἀρχὰς τοῦ δημοκρατικοῦ κόμματος καὶ θὰ καταπολεμήσῃ τὰ μονοπώλια. — [852, 445, 1108, 507]
paragraph: Τοῦτο σημαίνει κατὰ τὸν λονδίνειον «Χρόνον», ὅτι ὁ ἀγὼν θὰ εἶναι σκληρὸς καὶ ἡ ἔκβασις αὐτοῦ ἀβεβαία μέχρι τέλους. — [852, 646, 1108, 692]
table-row — [1128, 1908, 1343, 1924]
prize-label: 2 Κέρδη — [1353, 1889, 1402, 1904]
list-item: Ὀρθοπεδικὰ — [984, 906, 1054, 921]
bank-branches — [1128, 325, 1566, 415]
table-row — [1351, 1921, 1566, 1937]
paragraph: Ὁ Κρονπρίτς τῆς Γερμανίας ἐπεσκέφθη χθὲς τὸ θέατρον, ὅπου ἐδόθη παράστασις πρὸς τιμήν του, καὶ ἐχειροκροτήθη ζωηρῶς ὑπὸ τοῦ κοινοῦ. — [38, 1411, 296, 1472]
prize-unit: 15,000 — [1285, 1908, 1328, 1923]
bank-capital: ΔΡ. 50,000,000 — [1216, 226, 1478, 262]
prize-amount: 100,000 — [1231, 1838, 1282, 1853]
deposits-title: ΤΜΗΜΑ ΚΑΤΑΘΕΣΕΩΝ — [1220, 654, 1474, 679]
prize-unit: Δραχμῶν — [1285, 1892, 1341, 1907]
paragraph: Ἡ Τράπεζα Ἀθηνῶν ἐκτελεῖ πᾶσαν Τραπεζιτικὴν ἐργασίαν, ἤτοι: Προκαταβολὰς ἐπὶ χρεωγράφων, χρεωγράφων καὶ Συναλλαγματικῶν, προεξοφλήσεις, εἰσπράξεις τοκομεριδίων, γραμμάτια ἐπὶ Ἑλλάδος καὶ τοῦ Ἐξωτερικοῦ ὡς καὶ Χρηματιστικὰς ἐντολάς. Ἐκδίδει Συναλλαγματικάς, Ἐπιταγάς, πιστωτικὰς ἐπιστολάς, ἐνεργεῖ δὲ καὶ τηλεγραφικὰς ἐντολὰς πληρωμῆς εἰς τὰς κυριωτέρας πόλεις τῆς Εὐρώπης. Ἀνοίγει τρεχούμενους λογαριασμούς. — [1128, 437, 1566, 542]
prize-total-cell: 20,000 — [1514, 1936, 1557, 1951]
lottery-title: ΚΑΙ ΤΩΝ ΑΡΧΑΙΟΤΗΤΩΝ ΤΗΣ ΕΛΛΑΔΟΣ — [1173, 1656, 1521, 1705]
table-row — [1128, 1893, 1343, 1909]
paragraph: Ἡ Διεύθυνσις τῆς Τραπέζης Ἀθηνῶν πρὸς ἐμφάνισιν τοῦ παρὰ τῷ κοινῷ πνεύματος τῆς ἀποταμιεύσεως ὑπερυψοῦται ἀποδιδοῦσα τόκον 4 ο/ο ἐτησίως διὰ τὰς ἐν τῷ Ταμιευτηρίῳ της καταθέσεις, ἀποδοτέας εἰς πρώτην ζήτησιν, παρέχουσα πάσας τὰς εὐκολίας διὰ τὰς καταθέσεις καὶ ἀπολήψεις τῶν πελατῶν της. — [1128, 574, 1566, 649]
prize-amount: 5,000 — [1231, 1908, 1266, 1923]
paragraph: Κατὰ τὸν Μαρκόνη δὲν πρέπει πλέον νὰ ἀμφιβάλλωμεν ὅτι εἰς τὸν πλανήτην ἐκεῖνον ὑπάρχουσι ὄντα νοήμονα, τὰ ὁποῖα θὰ ἠδύναντο νὰ ἀντιληφθῶσι τὰ σήματά μας. — [310, 1667, 566, 1743]
prize-unit: 28,900 — [1285, 1954, 1328, 1969]
prize-unit: 10,000 — [1285, 1923, 1328, 1938]
column-3 — [580, 88, 838, 2238]
savings-title: ΤΑΜΙΕΥΤΗΡΙΟΝ — [1257, 547, 1437, 572]
paragraph: — Ἀπολύτως βέβαιος. Τὸ ἀποτέλεσμα τῆς ψηφοφορίας ἀπηγγέλθη. — [38, 149, 296, 180]
column-2 — [310, 88, 566, 2238]
paragraph: τὸν πρὸ ἐμπορικῆς ἀνταγωνιζόμεθα πρὸς τὴν Ἀγγλίαν, δὲν προέρχεται ἐξ ἔχθρας, διότι ὁ ἐμπορικὸς ἀνταγωνισμὸς ὑφίσταται παντοῦ εἰς τὸν κόσμον. — [852, 88, 1108, 149]
bank-telegraph: ΤΗΛΕΓΡΑΦΙΚΗ ΔΙΕΥΘΥΝΣΙΣ «ΑΘΗΝΑΓΚΗ» — [1200, 419, 1494, 434]
prize-label: Τρία Κέρδη ἐκ — [1130, 1908, 1217, 1923]
ad-title: ΑΠΟΘΗΚΗ ΔΕΜΑΤΩΝ — [870, 709, 1090, 731]
